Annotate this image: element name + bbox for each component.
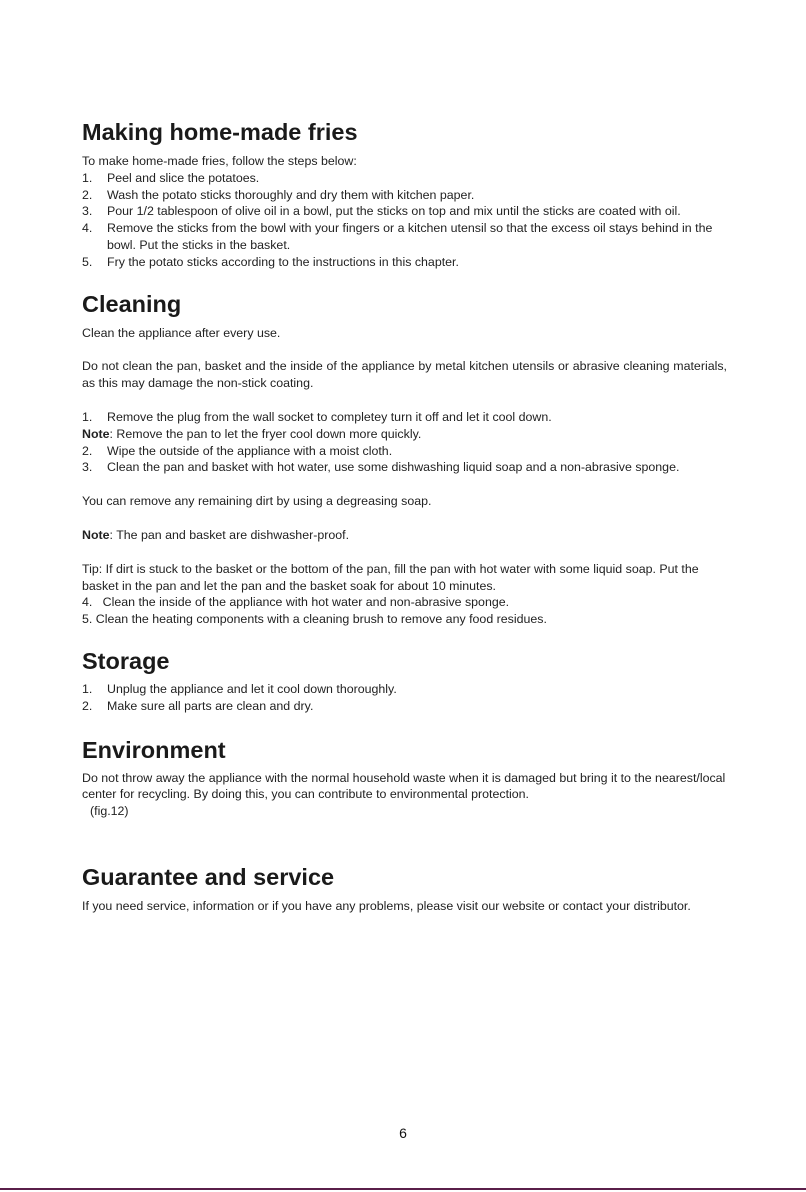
page-content [82, 117, 727, 915]
heading-cleaning: Cleaning [82, 290, 182, 317]
section-environment [82, 735, 727, 820]
list-item: 3. Clean the pan and basket with hot water, use some dishwashing liquid soap and a non-abrasive sponge. [82, 460, 680, 475]
list-item: 2. Wash the potato sticks thoroughly and dry them with kitchen paper. [82, 187, 475, 202]
guarantee-text: If you need service, information or if you have any problems, please visit our website or contact your distributor. [82, 898, 691, 913]
heading-fries: Making home-made fries [82, 119, 358, 145]
note-row: Note: The pan and basket are dishwasher-proof. [82, 527, 350, 542]
heading-guarantee: Guarantee and service [82, 863, 335, 890]
fries-steps [82, 170, 727, 271]
section-cleaning [82, 289, 727, 628]
list-item: 3. Pour 1/2 tablespoon of olive oil in a bowl, put the sticks on top and mix until the sticks are coated with oil. [82, 204, 681, 219]
list-item: 1. Peel and slice the potatoes. [82, 170, 260, 185]
heading-storage: Storage [82, 647, 170, 674]
list-item: 2. Make sure all parts are clean and dry. [82, 698, 314, 713]
remove-dirt-text: You can remove any remaining dirt by using a degreasing soap. [82, 494, 432, 509]
cleaning-warning: Do not clean the pan, basket and the inside of the appliance by metal kitchen utensils or abrasive cleaning materials, as this may damage the non-stick coating. [82, 359, 727, 391]
cleaning-step-4: 4. Clean the inside of the appliance with hot water and non-abrasive sponge. [82, 595, 510, 610]
environment-text: Do not throw away the appliance with the normal household waste when it is damaged but bring it to the nearest/local center for recycling. By doing this, you can contribute to environmental protection. [82, 770, 726, 802]
list-item: 1. Remove the plug from the wall socket to completey turn it off and let it cool down. [82, 409, 552, 424]
list-item: 5. Fry the potato sticks according to the instructions in this chapter. [82, 254, 459, 269]
page-number: 6 [399, 1125, 407, 1141]
cleaning-steps-cont [82, 443, 727, 477]
list-item: 2. Wipe the outside of the appliance with a moist cloth. [82, 443, 393, 458]
cleaning-steps [82, 409, 727, 426]
note-label: Note [82, 426, 110, 441]
note-row: Note: Remove the pan to let the fryer cool down more quickly. [82, 426, 422, 441]
figure-reference: (fig.12) [90, 804, 129, 819]
cleaning-step-5: 5. Clean the heating components with a cleaning brush to remove any food residues. [82, 612, 547, 627]
section-storage [82, 646, 727, 715]
section-fries [82, 117, 727, 271]
list-item: 1. Unplug the appliance and let it cool down thoroughly. [82, 681, 397, 696]
cleaning-intro: Clean the appliance after every use. [82, 325, 281, 340]
tip-text: Tip: If dirt is stuck to the basket or the bottom of the pan, fill the pan with hot water with some liquid soap. Put the basket in the pan and let the pan and the basket soak for about 10 minutes. [82, 561, 699, 593]
list-item: 4. Remove the sticks from the bowl with your fingers or a kitchen utensil so that the excess oil stays behind in the bowl. Put the sticks in the basket. [82, 221, 713, 252]
storage-steps [82, 681, 727, 715]
note-label: Note [82, 527, 110, 542]
section-guarantee [82, 862, 727, 915]
fries-intro: To make home-made fries, follow the steps below: [82, 154, 357, 168]
bottom-rule [0, 1188, 806, 1190]
heading-environment: Environment [82, 736, 226, 763]
